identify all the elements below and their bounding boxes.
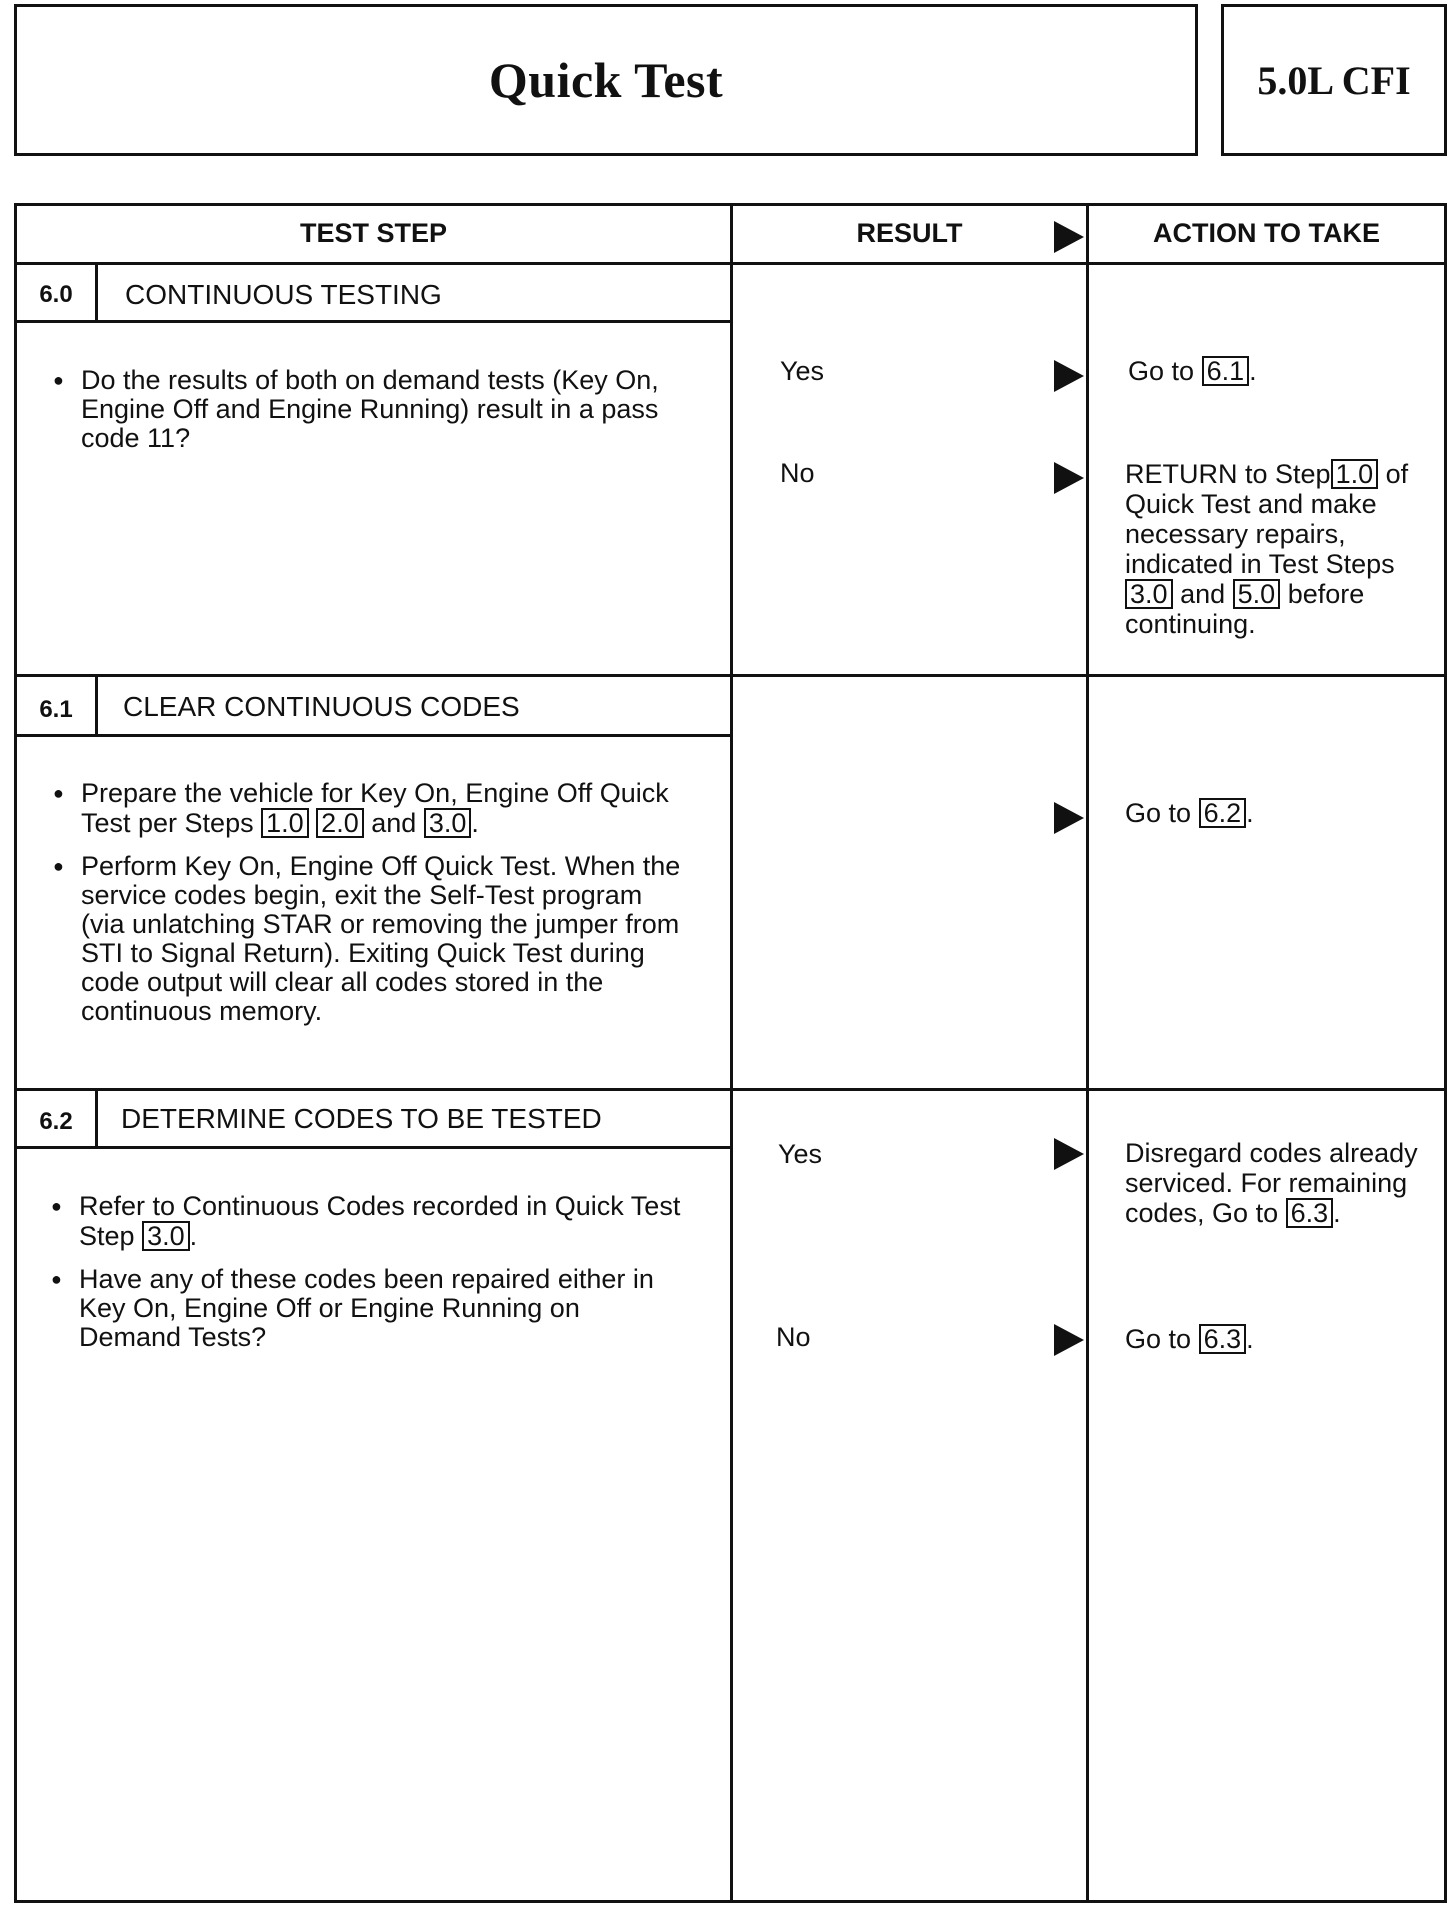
step-ref: 3.0 [424, 808, 472, 838]
step-ref: 1.0 [261, 808, 309, 838]
step-number: 6.0 [39, 281, 73, 308]
header-test-step: TEST STEP [299, 218, 448, 248]
bullet-item: ● Have any of these codes been repaired either in Key On, Engine Off or Engine Running on Demand Tests? [49, 1265, 689, 1352]
step-ref: 5.0 [1233, 579, 1281, 609]
test-table [14, 203, 1447, 1903]
action-yes: Go to 6.1 . [1128, 356, 1257, 386]
step-bullets [51, 366, 671, 467]
action-no: Go to 6.3 . [1125, 1324, 1254, 1354]
bullet-item: ● Perform Key On, Engine Off Quick Test. When the service codes begin, exit the Self-Test program (via unlatching STAR or removing the jumper from STI to Signal Return). Exiting Quick Test during code output will clear all codes stored in the continuous memory. [51, 852, 691, 1026]
bullet-item: ● Refer to Continuous Codes recorded in Quick Test Step 3.0 . [49, 1192, 689, 1251]
title-box [14, 4, 1198, 156]
result-yes: Yes [778, 1139, 823, 1169]
bullet-item: ● Prepare the vehicle for Key On, Engine Off Quick Test per Steps 1.0 2.0 and 3.0 . [51, 779, 691, 838]
result-no: No [776, 1322, 811, 1352]
arrow-icon [1054, 1138, 1084, 1170]
column-divider [1086, 206, 1089, 1900]
step-number: 6.2 [39, 1108, 73, 1135]
step-ref: 6.3 [1286, 1198, 1334, 1228]
step-rule [17, 1088, 1444, 1091]
step-bullets [51, 779, 691, 1040]
result-yes: Yes [780, 356, 825, 386]
page-title: Quick Test [488, 52, 724, 108]
step-ref: 1.0 [1331, 459, 1379, 489]
result-no: No [780, 458, 815, 488]
step-ref: 2.0 [316, 808, 364, 838]
bullet-item: ● Do the results of both on demand tests (Key On, Engine Off and Engine Running) result in a pass code 11? [51, 366, 671, 453]
step-rule [17, 674, 1444, 677]
step-number-divider [95, 674, 98, 736]
step-ref: 6.2 [1199, 798, 1247, 828]
step-title-rule [17, 1146, 730, 1149]
step-ref: 6.1 [1202, 356, 1250, 386]
action-yes: Disregard codes already serviced. For remaining codes, Go to 6.3 . [1125, 1138, 1418, 1228]
step-title: DETERMINE CODES TO BE TESTED [121, 1103, 602, 1134]
step-title-rule [17, 320, 730, 323]
step-title-rule [17, 734, 730, 737]
step-ref: 6.3 [1199, 1324, 1247, 1354]
step-bullets [49, 1192, 689, 1366]
column-divider [730, 206, 733, 1900]
header-action: ACTION TO TAKE [1153, 218, 1380, 248]
engine-box [1221, 4, 1447, 156]
step-number: 6.1 [39, 696, 73, 723]
engine-label: 5.0L CFI [1257, 57, 1411, 103]
step-title: CLEAR CONTINUOUS CODES [123, 691, 520, 722]
arrow-icon [1054, 462, 1084, 494]
action-no: RETURN to Step 1.0 of Quick Test and make necessary repairs, indicated in Test Steps 3.0 and 5.0 before continuing. [1125, 459, 1409, 639]
step-ref: 3.0 [1125, 579, 1173, 609]
arrow-icon [1054, 1324, 1084, 1356]
step-number-divider [95, 262, 98, 322]
arrow-icon [1054, 802, 1084, 834]
arrow-icon [1054, 221, 1084, 253]
step-number-divider [95, 1088, 98, 1148]
step-ref: 3.0 [142, 1221, 190, 1251]
step-title: CONTINUOUS TESTING [125, 279, 442, 310]
action-goto: Go to 6.2 . [1125, 798, 1254, 828]
header-rule [17, 262, 1444, 265]
header-result: RESULT [856, 218, 963, 248]
arrow-icon [1054, 360, 1084, 392]
